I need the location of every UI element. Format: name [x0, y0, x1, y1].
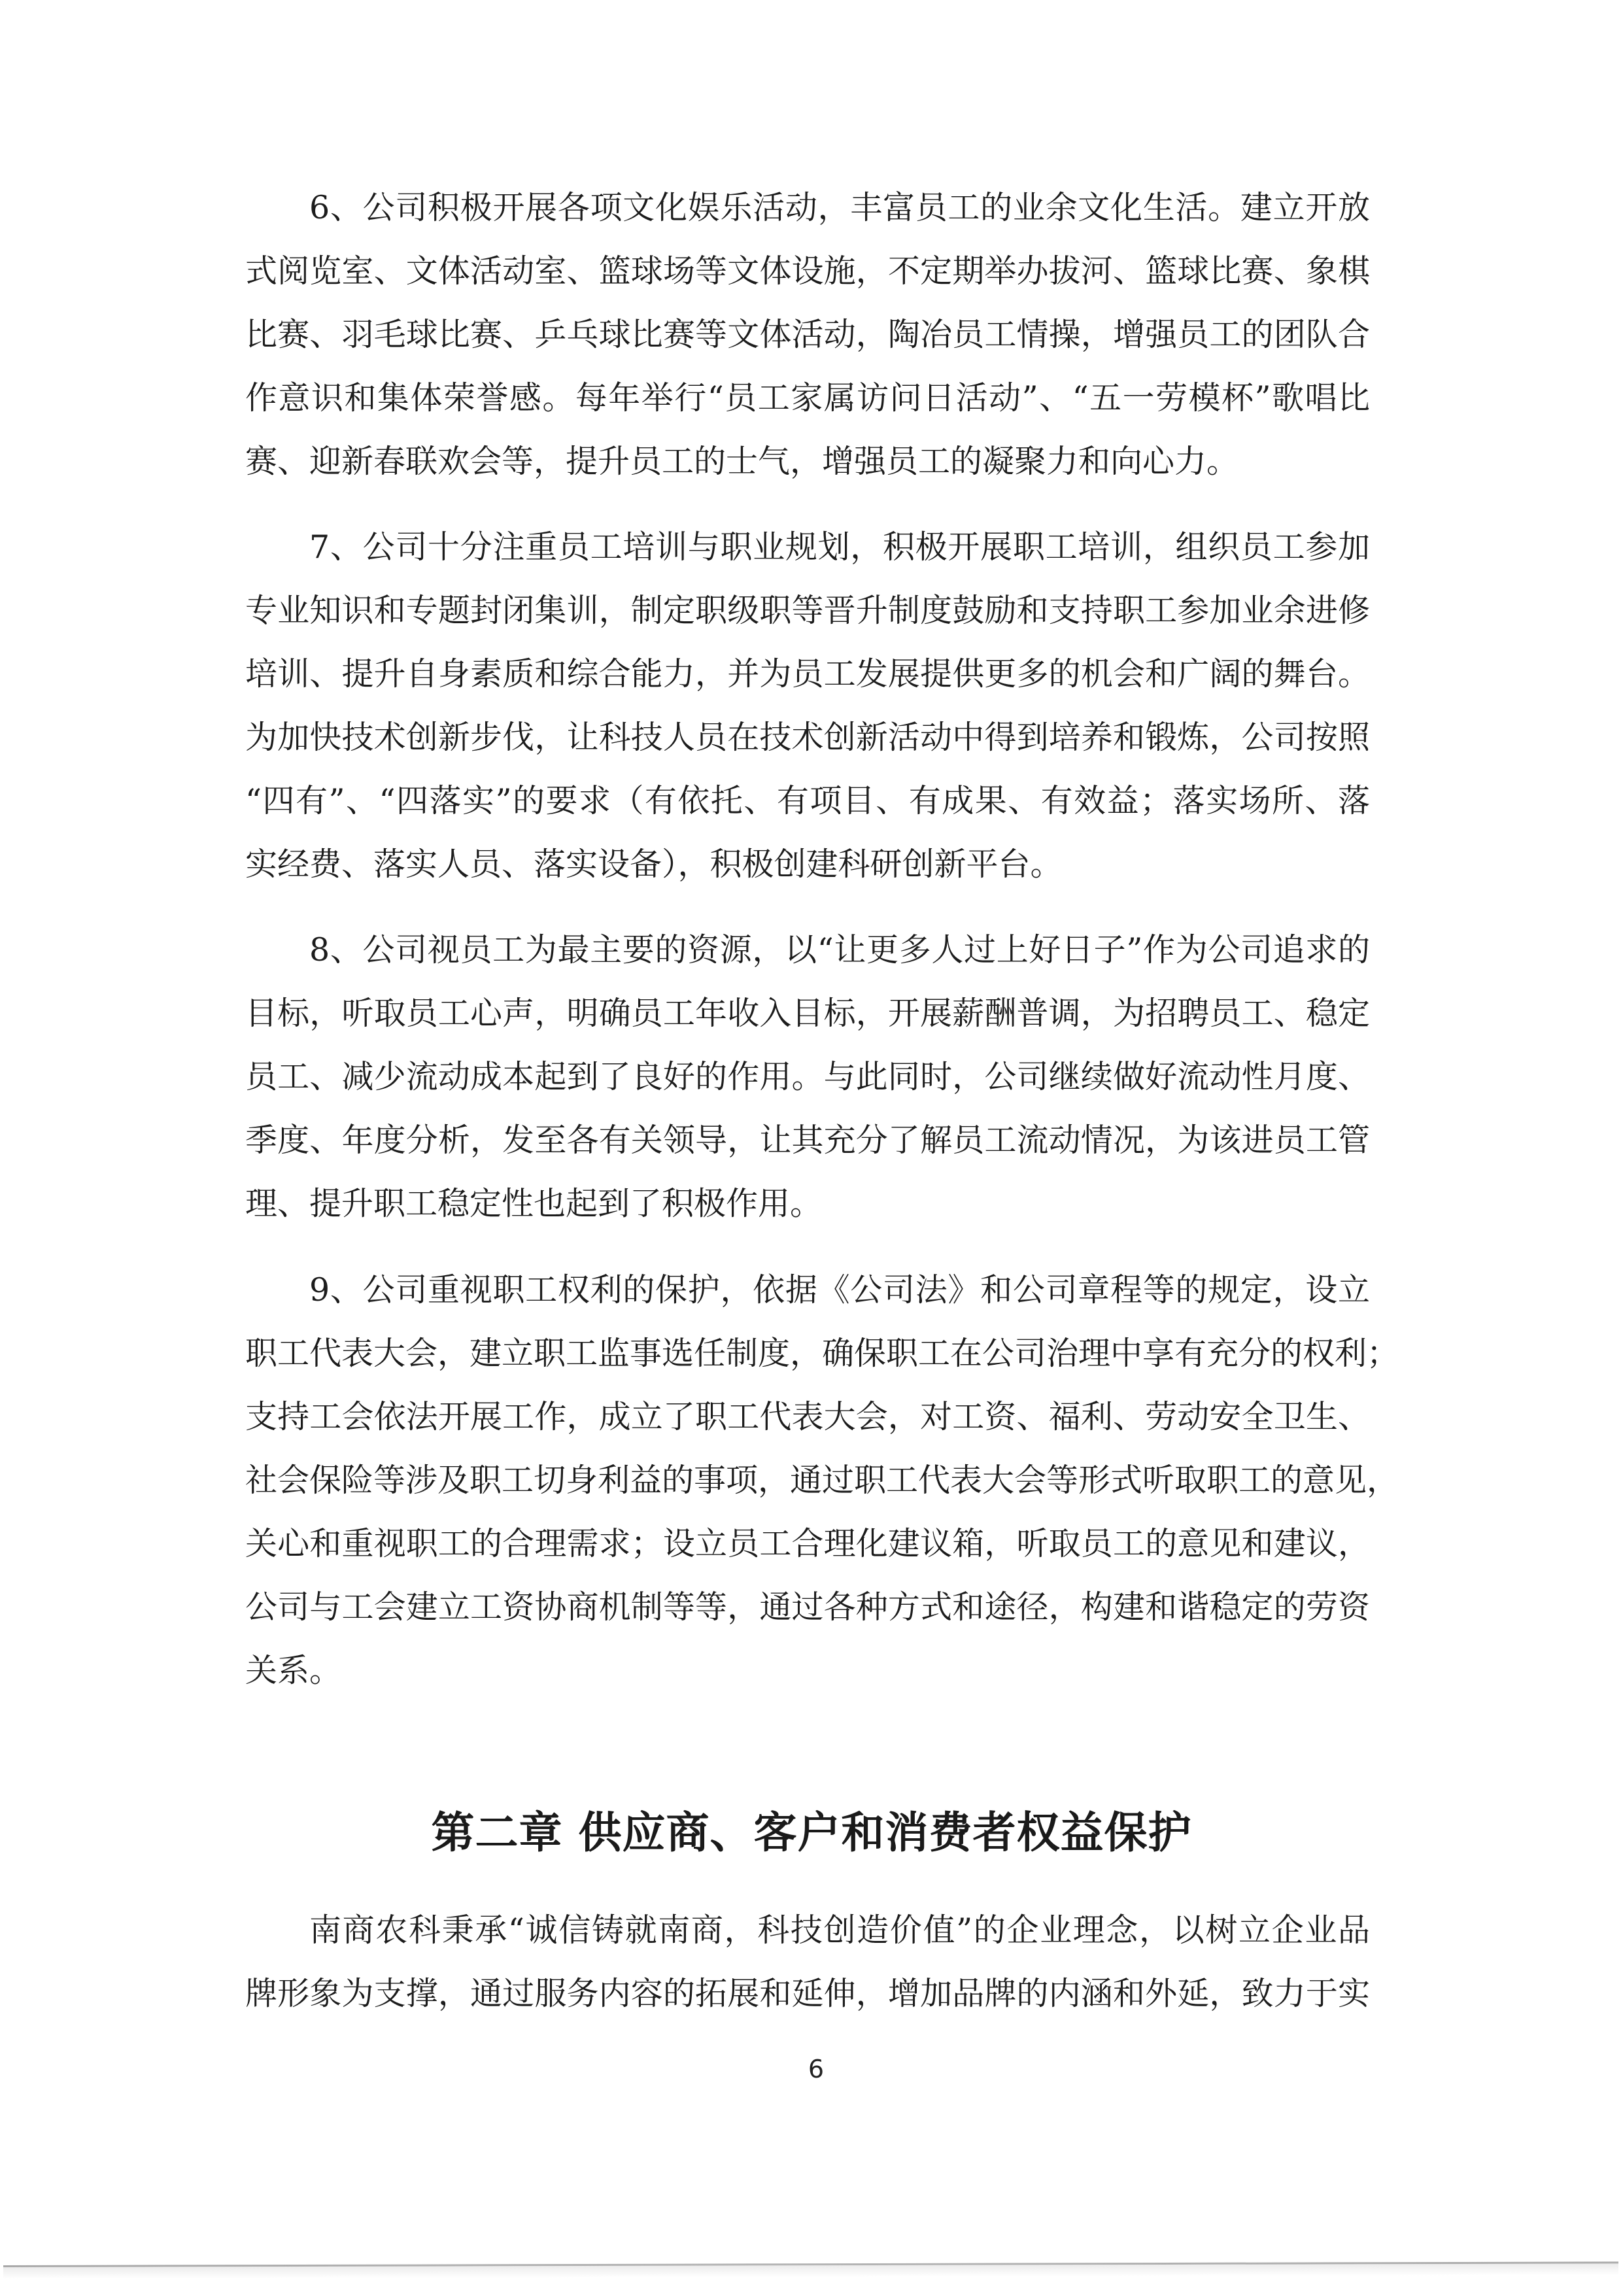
- paragraph-line: 实经费、落实人员、落实设备），积极创建科研创新平台。: [245, 846, 1063, 883]
- paragraph-line: 公司与工会建立工资协商机制等等，通过各种方式和途径，构建和谐稳定的劳资: [245, 1588, 1370, 1626]
- paragraph-line: 关心和重视职工的合理需求；设立员工合理化建议箱，听取员工的意见和建议，: [245, 1525, 1370, 1562]
- paragraph-line: 式阅览室、文体活动室、篮球场等文体设施，不定期举办拔河、篮球比赛、象棋: [245, 252, 1370, 290]
- paragraph-line: 牌形象为支撑，通过服务内容的拓展和延伸，增加品牌的内涵和外延，致力于实: [245, 1975, 1370, 2012]
- paragraph-line: 6、公司积极开展各项文化娱乐活动，丰富员工的业余文化生活。建立开放: [309, 189, 1370, 226]
- paragraph-7-training: [245, 515, 1370, 896]
- paragraph-line: 作意识和集体荣誉感。每年举行“员工家属访问日活动”、“五一劳模杯”歌唱比: [245, 379, 1370, 417]
- paragraph-line: 季度、年度分析，发至各有关领导，让其充分了解员工流动情况，为该进员工管: [245, 1122, 1370, 1159]
- paragraph-line: 专业知识和专题封闭集训，制定职级职等晋升制度鼓励和支持职工参加业余进修: [245, 592, 1370, 629]
- paragraph-line: 赛、迎新春联欢会等，提升员工的士气，增强员工的凝聚力和向心力。: [245, 443, 1239, 480]
- paragraph-line: 关系。: [245, 1652, 342, 1689]
- paragraph-line: “四有”、“四落实”的要求（有依托、有项目、有成果、有效益；落实场所、落: [245, 782, 1370, 819]
- paragraph-8-employee-resources: [245, 918, 1370, 1235]
- chapter-intro-paragraph: [245, 1898, 1370, 2025]
- paragraph-6-cultural-activities: [245, 176, 1370, 493]
- page-number: 6: [808, 2055, 825, 2083]
- paragraph-line: 支持工会依法开展工作，成立了职工代表大会，对工资、福利、劳动安全卫生、: [245, 1398, 1370, 1435]
- chapter-heading: 第二章 供应商、客户和消费者权益保护: [431, 1807, 1192, 1858]
- paragraph-line: 理、提升职工稳定性也起到了积极作用。: [245, 1185, 823, 1222]
- paragraph-9-worker-rights: [245, 1258, 1399, 1702]
- paragraph-line: 为加快技术创新步伐，让科技人员在技术创新活动中得到培养和锻炼，公司按照: [245, 719, 1370, 756]
- paragraph-line: 员工、减少流动成本起到了良好的作用。与此同时，公司继续做好流动性月度、: [245, 1058, 1370, 1095]
- paragraph-line: 8、公司视员工为最主要的资源，以“让更多人过上好日子”作为公司追求的: [309, 931, 1370, 968]
- paragraph-line: 9、公司重视职工权利的保护，依据《公司法》和公司章程等的规定，设立: [309, 1271, 1370, 1309]
- paragraph-line: 比赛、羽毛球比赛、乒乓球比赛等文体活动，陶冶员工情操，增强员工的团队合: [245, 316, 1370, 353]
- paragraph-line: 7、公司十分注重员工培训与职业规划，积极开展职工培训，组织员工参加: [309, 528, 1370, 566]
- paragraph-line: 培训、提升自身素质和综合能力，并为员工发展提供更多的机会和广阔的舞台。: [245, 655, 1370, 693]
- paragraph-line: 社会保险等涉及职工切身利益的事项，通过职工代表大会等形式听取职工的意见，: [245, 1462, 1399, 1499]
- paragraph-line: 目标，听取员工心声，明确员工年收入目标，开展薪酬普调，为招聘员工、稳定: [245, 995, 1370, 1032]
- paragraph-line: 职工代表大会，建立职工监事选任制度，确保职工在公司治理中享有充分的权利；: [245, 1335, 1399, 1372]
- paragraph-line: 南商农科秉承“诚信铸就南商，科技创造价值”的企业理念，以树立企业品: [309, 1911, 1370, 1949]
